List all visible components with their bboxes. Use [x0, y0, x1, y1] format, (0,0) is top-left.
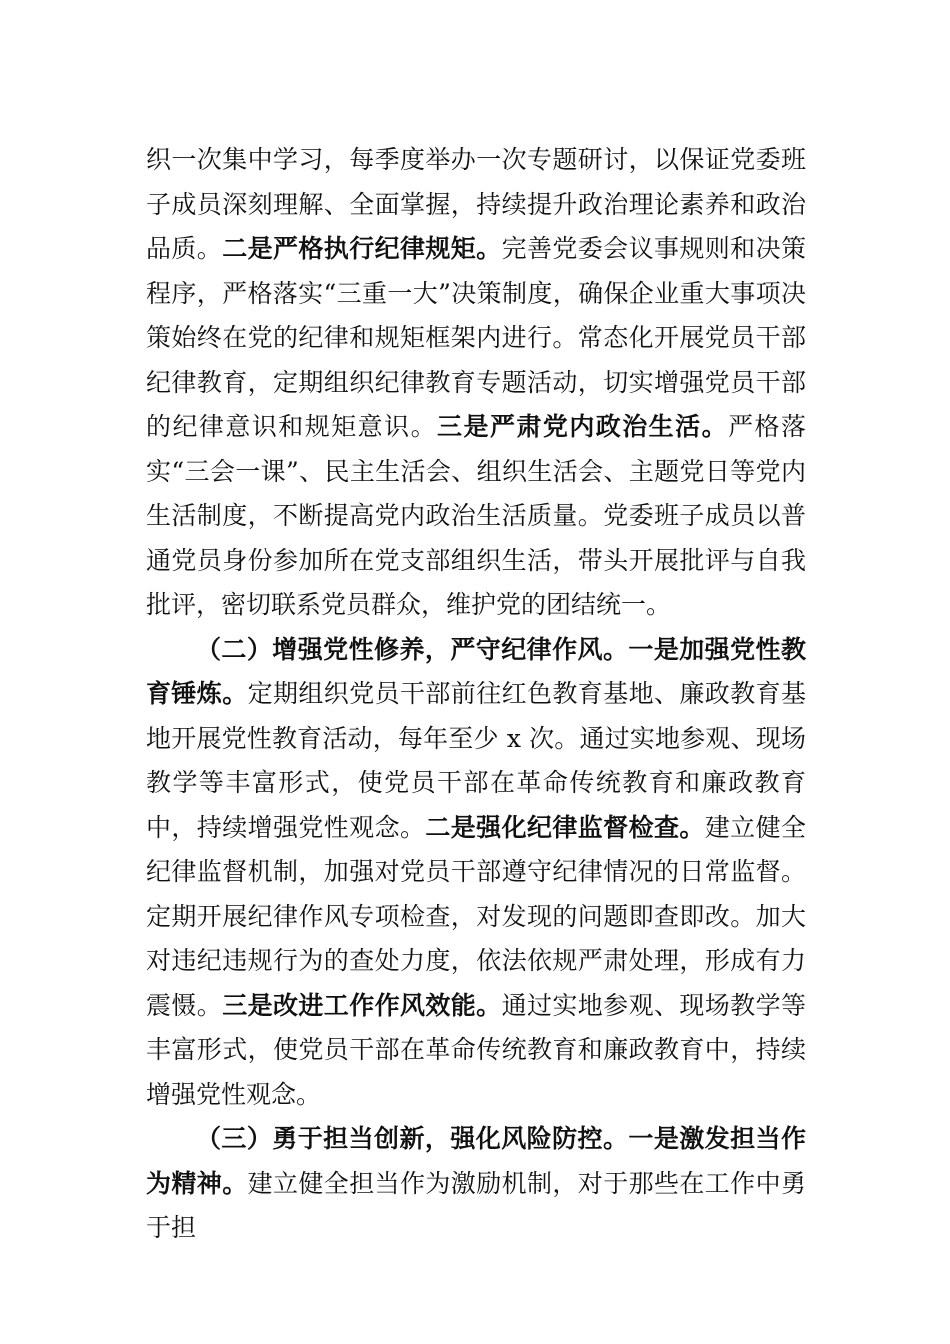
text-run: 定期组织党员干部前往红色教育基地、廉政教育基地开展党性教育活动，每年至少 x 次。通过实地参观、现场教学等丰富形式，使党员干部在革命传统教育和廉政教育中，持续增强党性观念。 [146, 679, 806, 842]
section-heading-run: （三）勇于担当创新，强化风险防控。一是激发担当作为精神。 [146, 1124, 806, 1198]
paragraph-3 [146, 1117, 806, 1251]
subheading-run: 二是严格执行纪律规矩。 [222, 234, 502, 263]
paragraph-2 [146, 628, 806, 1118]
document-body [146, 138, 806, 1251]
subheading-run: 三是严肃党内政治生活。 [437, 412, 729, 441]
subheading-run: 二是强化纪律监督检查。 [425, 812, 705, 842]
text-run: 严格落实“三会一课”、民主生活会、组织生活会、主题党日等党内生活制度，不断提高党内政治生活质量。党委班子成员以普通党员身份参加所在党支部组织生活，带头开展批评与自我批评，密切联系党员群众，维护党的团结统一。 [146, 412, 806, 619]
section-heading-run: （二）增强党性修养，严守纪律作风。一是加强党性教育锤炼。 [146, 634, 806, 708]
text-run: 完善党委会议事规则和决策程序，严格落实“三重一大”决策制度，确保企业重大事项决策始终在党的纪律和规矩框架内进行。常态化开展党员干部纪律教育，定期组织纪律教育专题活动，切实增强党员干部的纪律意识和规矩意识。 [146, 234, 806, 441]
text-run: 建立健全纪律监督机制，加强对党员干部遵守纪律情况的日常监督。定期开展纪律作风专项检查，对发现的问题即查即改。加大对违纪违规行为的查处力度，依法依规严肃处理，形成有力震慑。 [146, 812, 806, 1020]
text-run: 建立健全担当作为激励机制，对于那些在工作中勇于担 [146, 1168, 806, 1242]
text-run: 织一次集中学习，每季度举办一次专题研讨，以保证党委班子成员深刻理解、全面掌握，持续提升政治理论素养和政治品质。 [146, 145, 806, 263]
text-run: 通过实地参观、现场教学等丰富形式，使党员干部在革命传统教育和廉政教育中，持续增强党性观念。 [146, 990, 806, 1109]
subheading-run: 三是改进工作作风效能。 [222, 990, 502, 1020]
paragraph-1 [146, 138, 806, 628]
